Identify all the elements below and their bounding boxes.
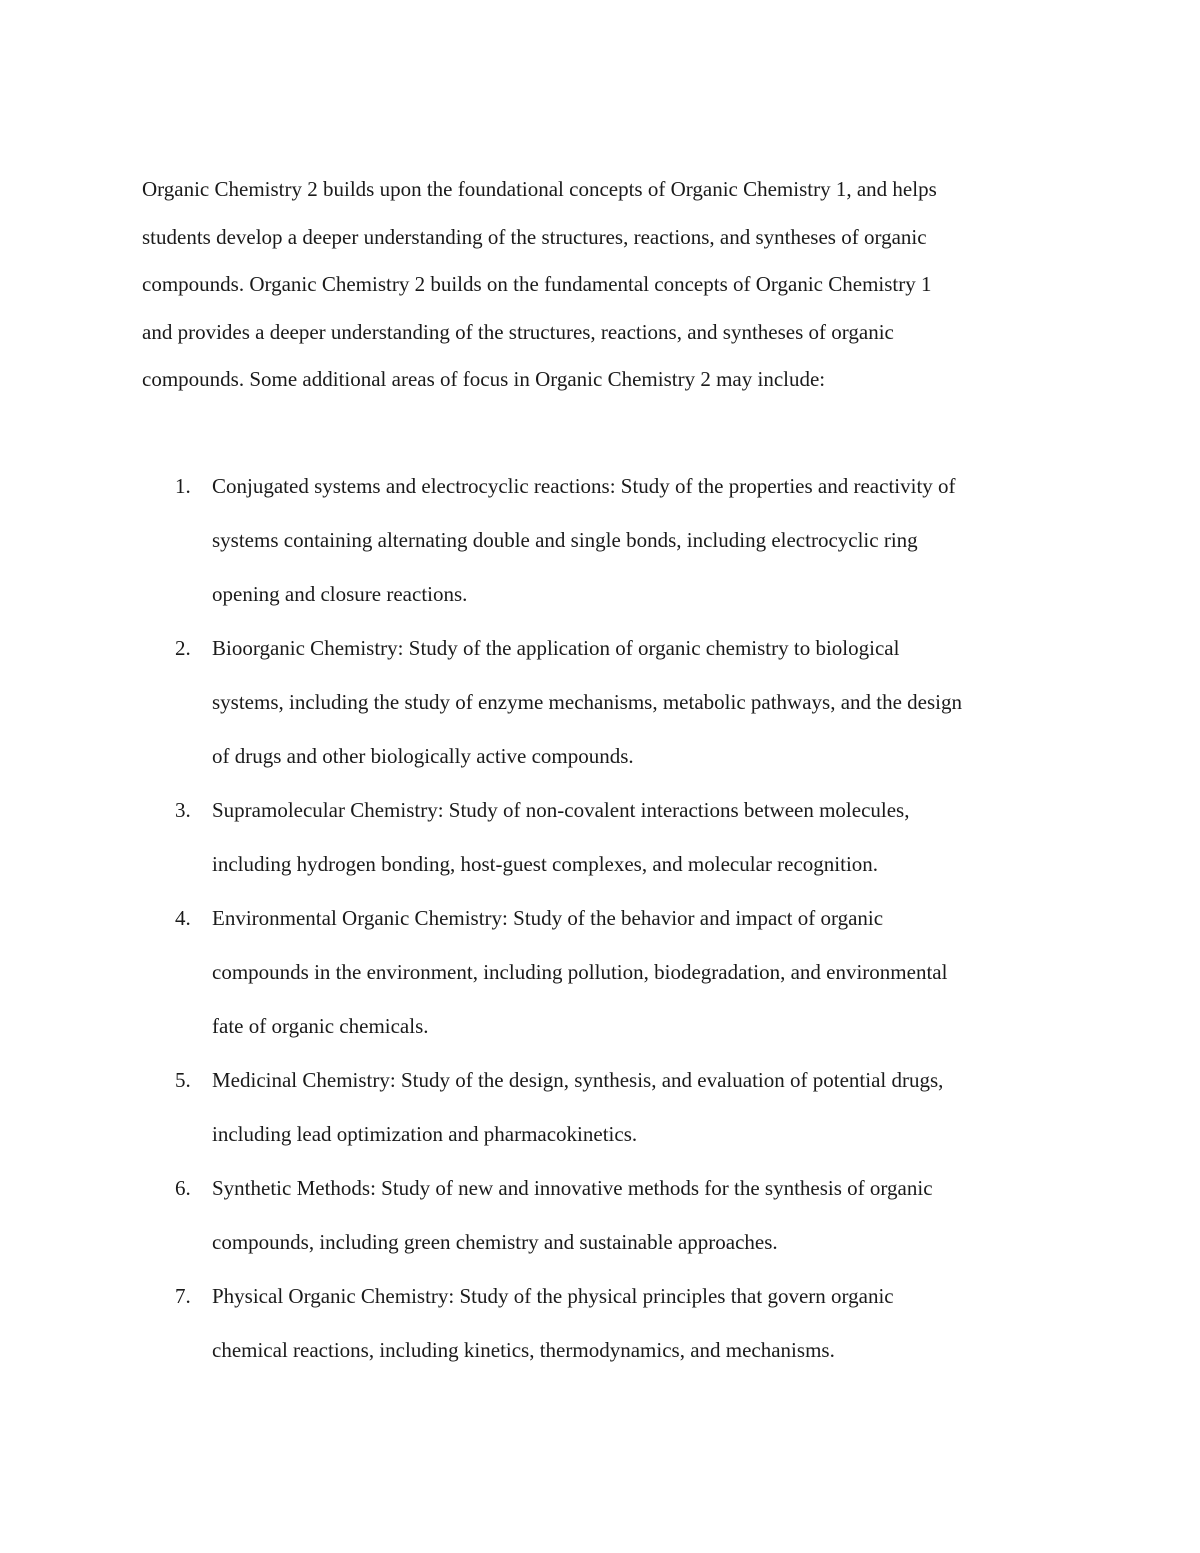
list-item-line: of drugs and other biologically active compounds. (212, 744, 634, 768)
list-item (142, 783, 1062, 891)
intro-line: and provides a deeper understanding of the structures, reactions, and syntheses of organic (142, 319, 894, 344)
list-item-line: fate of organic chemicals. (212, 1014, 429, 1038)
list-item (142, 891, 1062, 1053)
list-item-line: Synthetic Methods: Study of new and innovative methods for the synthesis of organic (212, 1176, 933, 1200)
list-item-number: 4. (175, 906, 191, 930)
list-item (142, 1053, 1062, 1161)
list-item (142, 1269, 1062, 1377)
focus-areas-list (142, 459, 1062, 1377)
list-item (142, 621, 1062, 783)
list-item-number: 5. (175, 1068, 191, 1092)
list-item-line: Bioorganic Chemistry: Study of the application of organic chemistry to biological (212, 636, 900, 660)
list-item-line: systems containing alternating double and single bonds, including electrocyclic ring (212, 528, 918, 552)
list-item-line: systems, including the study of enzyme mechanisms, metabolic pathways, and the design (212, 690, 963, 714)
list-item-line: compounds, including green chemistry and sustainable approaches. (212, 1230, 778, 1254)
list-item (142, 459, 1062, 621)
list-item-line: Supramolecular Chemistry: Study of non-covalent interactions between molecules, (212, 798, 910, 822)
list-item (142, 1161, 1062, 1269)
list-item-line: chemical reactions, including kinetics, thermodynamics, and mechanisms. (212, 1338, 835, 1362)
list-item-line: compounds in the environment, including pollution, biodegradation, and environmental (212, 960, 948, 984)
list-item-number: 7. (175, 1284, 191, 1308)
list-item-line: including hydrogen bonding, host-guest complexes, and molecular recognition. (212, 852, 879, 876)
list-item-line: opening and closure reactions. (212, 582, 468, 606)
list-item-number: 1. (175, 474, 191, 498)
list-item-number: 2. (175, 636, 191, 660)
list-item-number: 3. (175, 798, 191, 822)
intro-line: students develop a deeper understanding of the structures, reactions, and syntheses of organic (142, 224, 927, 249)
intro-line: compounds. Organic Chemistry 2 builds on the fundamental concepts of Organic Chemistry 1 (142, 272, 932, 296)
list-item-line: including lead optimization and pharmacokinetics. (212, 1122, 638, 1146)
list-item-number: 6. (175, 1176, 191, 1200)
list-item-line: Physical Organic Chemistry: Study of the physical principles that govern organic (212, 1284, 894, 1308)
intro-paragraph (142, 166, 1062, 404)
list-item-line: Conjugated systems and electrocyclic reactions: Study of the properties and reactivity of (212, 474, 956, 498)
list-item-line: Environmental Organic Chemistry: Study of the behavior and impact of organic (212, 906, 884, 930)
intro-line: Organic Chemistry 2 builds upon the foundational concepts of Organic Chemistry 1, and helps (142, 177, 937, 201)
list-item-line: Medicinal Chemistry: Study of the design, synthesis, and evaluation of potential drugs, (212, 1068, 944, 1092)
intro-line: compounds. Some additional areas of focus in Organic Chemistry 2 may include: (142, 367, 826, 391)
